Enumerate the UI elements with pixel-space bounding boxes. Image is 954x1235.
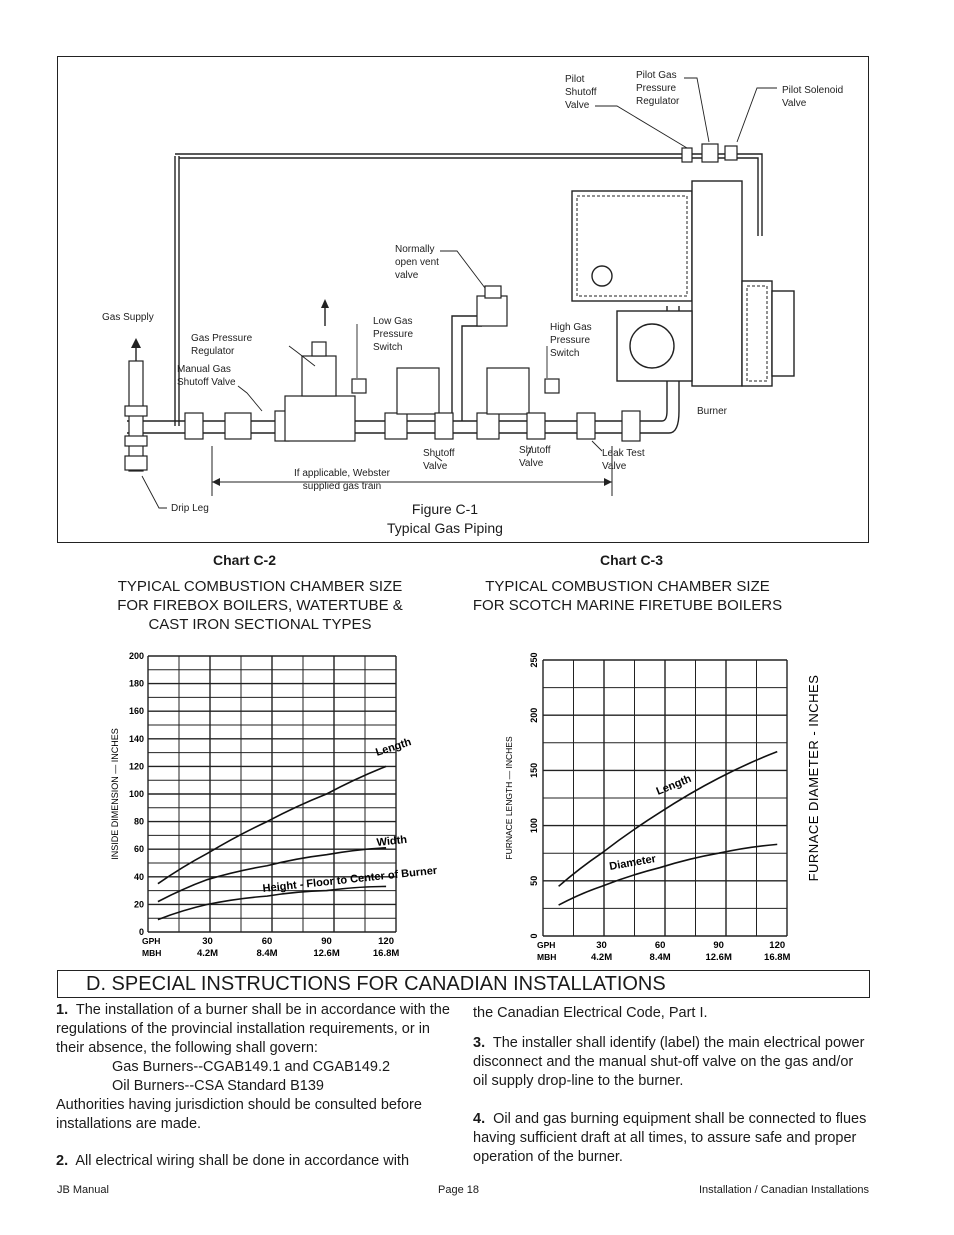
chart-c3-x-tick-mbh: 16.8M (764, 952, 791, 963)
chart-c2-x-tick-mbh: 8.4M (256, 948, 278, 959)
chart-c3-series-label-1: Diameter (608, 852, 657, 873)
chart-c2-y-tick-label: 20 (133, 899, 144, 910)
label-drip-leg: Drip Leg (171, 503, 209, 514)
chart-c3-y-tick-label: 150 (529, 762, 539, 778)
chart-c2-y-tick-label: 200 (128, 651, 144, 661)
chart-c2-x-tick-mbh: 12.6M (313, 948, 340, 959)
chart-c2-y-axis-label: INSIDE DIMENSION — INCHES (110, 728, 120, 860)
figure-caption (330, 500, 560, 538)
chart-c2-subtitle: TYPICAL COMBUSTION CHAMBER SIZE FOR FIREBOX BOILERS, WATERTUBE & CAST IRON SECTIONAL TYPES (117, 578, 403, 633)
figure-caption-line1: Figure C-1 (411, 501, 479, 517)
chart-c2-series-label-2: Height - Floor to Center of Burner (262, 864, 438, 895)
paragraph-2-text: All electrical wiring shall be done in accordance with (75, 1153, 410, 1169)
paragraph-1 (56, 1001, 456, 1134)
chart-c2-x-tick-gph: 90 (321, 936, 332, 947)
paragraph-2-continued: the Canadian Electrical Code, Part I. (473, 1005, 708, 1021)
paragraph-1-text: The installation of a burner shall be in accordance with the regulations of the provincial installation requirements, or in their absence, the following shall govern: (56, 1002, 450, 1056)
label-pilot-gas-pressure-regulator: Pilot Gas Pressure Regulator (636, 70, 680, 107)
chart-c2-x-row-label: MBH (142, 948, 162, 958)
chart-c2-y-tick-label: 160 (128, 706, 144, 717)
footer-left: JB Manual (57, 1184, 109, 1196)
chart-c3-x-row-label: GPH (537, 940, 556, 950)
chart-c2-x-tick-mbh: 4.2M (196, 948, 219, 959)
label-manual-gas-shutoff-valve: Manual Gas Shutoff Valve (177, 364, 236, 388)
chart-c3-x-tick-gph: 30 (596, 940, 607, 951)
chart-c2-y-tick-label: 40 (133, 871, 144, 882)
chart-c3-x-tick-gph: 120 (769, 940, 786, 951)
chart-c2-series-label-0: Length (374, 736, 413, 759)
chart-c2-x-tick-gph: 120 (378, 936, 395, 947)
label-pilot-solenoid-valve: Pilot Solenoid Valve (782, 85, 844, 109)
chart-c3-y-tick-label: 200 (529, 707, 539, 723)
chart-c2-x-tick-gph: 30 (202, 936, 213, 947)
chart-c2-x-row-label: GPH (142, 936, 161, 946)
chart-c3-subtitle: TYPICAL COMBUSTION CHAMBER SIZE FOR SCOTCH MARINE FIRETUBE BOILERS (472, 578, 783, 614)
chart-c3-y2-axis-label: FURNACE DIAMETER - INCHES (806, 674, 821, 882)
paragraph-4-number: 4. (473, 1111, 486, 1127)
paragraph-2-number: 2. (56, 1153, 69, 1169)
label-gas-supply: Gas Supply (102, 312, 154, 323)
paragraph-3 (473, 1034, 868, 1091)
chart-c3-series-line-0 (559, 752, 778, 887)
paragraph-3-text: The installer shall identify (label) the main electrical power disconnect and the manual shut-off valve on the gas and/or oil supply drop-line to the burner. (473, 1035, 865, 1089)
label-shutoff-valve-2: Shutoff Valve (519, 445, 551, 469)
paragraph-4-text: Oil and gas burning equipment shall be connected to flues having sufficient draft at all times, to assure safe and proper operation of the burner. (473, 1111, 867, 1165)
chart-c3-x-tick-mbh: 12.6M (705, 952, 732, 963)
label-gas-pressure-regulator: Gas Pressure Regulator (191, 333, 253, 357)
label-burner: Burner (697, 406, 728, 417)
paragraph-1-oil: Oil Burners--CSA Standard B139 (112, 1078, 324, 1094)
chart-c3-x-tick-gph: 90 (713, 940, 724, 951)
chart-c2-series-label-1: Width (376, 833, 408, 849)
paragraph-2 (56, 1152, 456, 1171)
label-pilot-shutoff-valve: Pilot Shutoff Valve (565, 74, 597, 111)
chart-c3-y-tick-label: 0 (529, 933, 539, 939)
chart-c3-x-tick-mbh: 4.2M (590, 952, 613, 963)
gas-piping-diagram (57, 56, 869, 543)
label-high-gas-pressure-switch: High Gas Pressure Switch (550, 322, 592, 359)
label-webster-gas-train: If applicable, Webster supplied gas train (294, 468, 390, 492)
chart-c3 (500, 648, 840, 963)
section-d-title: D. SPECIAL INSTRUCTIONS FOR CANADIAN INSTALLATIONS (57, 970, 870, 998)
chart-c3-y-axis-label: FURNACE LENGTH — INCHES (504, 736, 514, 860)
paragraph-4 (473, 1110, 868, 1167)
chart-c2-y-tick-label: 60 (133, 844, 144, 855)
chart-c2-y-tick-label: 180 (128, 678, 144, 689)
chart-c3-y-tick-label: 100 (529, 818, 539, 834)
label-normally-open-vent-valve: Normally open vent valve (395, 244, 439, 281)
label-shutoff-valve-1: Shutoff Valve (423, 448, 455, 472)
chart-c2-y-tick-label: 100 (128, 789, 144, 799)
chart-c3-x-tick-mbh: 8.4M (649, 952, 671, 963)
chart-c3-series-label-0: Length (654, 772, 694, 798)
figure-caption-line2: Typical Gas Piping (387, 520, 503, 536)
chart-c2-x-tick-mbh: 16.8M (372, 948, 400, 959)
chart-c3-label: Chart C-3 (600, 552, 664, 568)
chart-c2 (100, 648, 500, 963)
chart-c2-y-tick-label: 80 (133, 816, 144, 827)
chart-c2-y-tick-label: 0 (138, 927, 144, 937)
chart-c2-y-tick-label: 120 (128, 761, 144, 772)
chart-c3-y-tick-label: 250 (529, 652, 539, 668)
paragraph-1-tail: Authorities having jurisdiction should be consulted before installations are made. (56, 1097, 422, 1132)
paragraph-1-gas: Gas Burners--CGAB149.1 and CGAB149.2 (112, 1059, 391, 1075)
footer-page-number: Page 18 (438, 1184, 479, 1196)
footer-right: Installation / Canadian Installations (699, 1184, 869, 1196)
chart-c2-x-tick-gph: 60 (261, 936, 273, 947)
chart-c2-y-tick-label: 140 (128, 733, 144, 744)
chart-c2-label: Chart C-2 (213, 552, 277, 568)
label-low-gas-pressure-switch: Low Gas Pressure Switch (373, 316, 414, 353)
chart-c3-y-tick-label: 50 (529, 875, 539, 886)
chart-c3-x-tick-gph: 60 (654, 940, 666, 951)
chart-c3-x-row-label: MBH (537, 952, 557, 962)
paragraph-1-number: 1. (56, 1002, 69, 1018)
paragraph-1-body (56, 1001, 456, 1058)
label-leak-test-valve: Leak Test Valve (602, 448, 645, 472)
paragraph-3-number: 3. (473, 1035, 486, 1051)
